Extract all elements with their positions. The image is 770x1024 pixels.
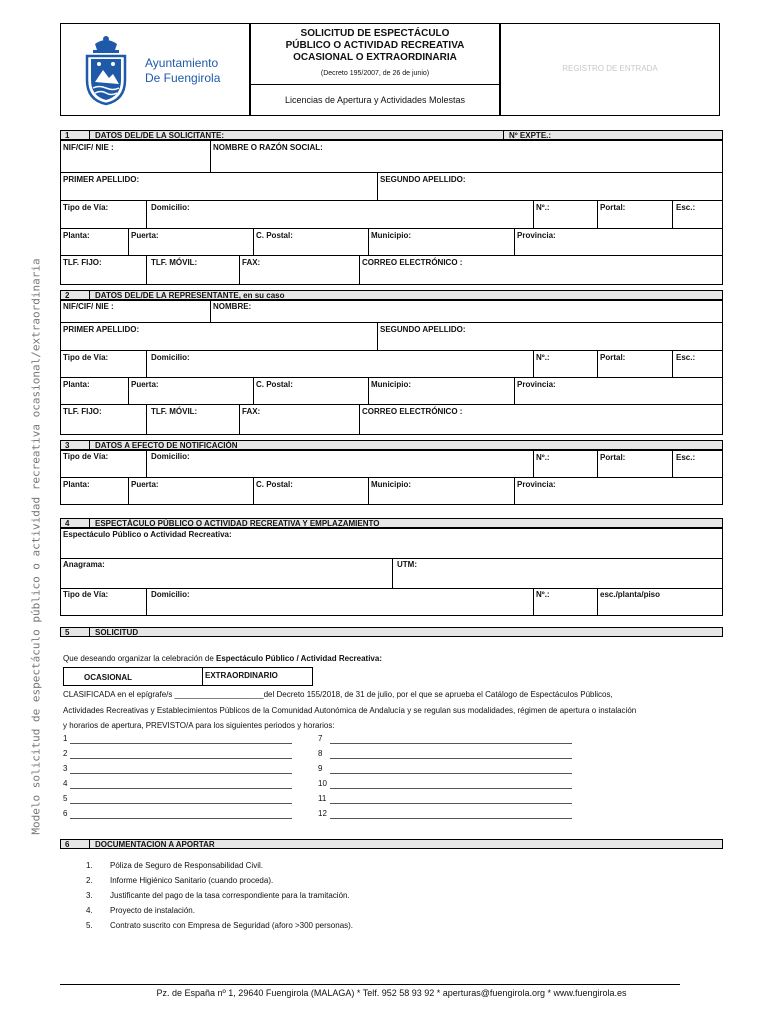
s5-actividades-text: Actividades Recreativas y Establecimientos Públicos de la Comunidad Autonómica de Andalucía y se regulan sus modalidades, régimen de apertura o instalación [63,706,637,715]
documentation-item-text: Proyecto de instalación. [110,906,195,915]
section-5-number: 5 [65,628,70,637]
section-5-title: SOLICITUD [95,628,139,637]
s4-esc-field[interactable]: esc./planta/piso [600,590,661,599]
documentation-item-text: Póliza de Seguro de Responsabilidad Civil. [110,861,263,870]
period-number: 6 [63,809,68,818]
documentation-item-number: 2. [86,876,93,885]
logo-line2: De Fuengirola [145,71,221,85]
s4-domicilio-field[interactable]: Domicilio: [151,590,190,599]
section-1-divider [89,130,90,140]
period-input[interactable] [330,818,572,819]
s1-nif-field[interactable]: NIF/CIF/ NIE : [63,143,114,152]
s3-esc-field[interactable]: Esc.: [676,453,696,462]
s2-email-field[interactable]: CORREO ELECTRÓNICO : [362,407,463,416]
s4-numero-field[interactable]: Nº.: [536,590,550,599]
s1-movil-field[interactable]: TLF. MÓVIL: [151,258,198,267]
ocasional-checkbox[interactable] [63,667,203,686]
s2-esc-field[interactable]: Esc.: [676,353,696,362]
documentation-item-text: Informe Higiénico Sanitario (cuando proceda). [110,876,274,885]
section-2-divider [89,290,90,300]
period-input[interactable] [70,758,292,759]
s1-planta-field[interactable]: Planta: [63,231,90,240]
documentation-item-number: 3. [86,891,93,900]
s2-tlf-field[interactable]: TLF. FIJO: [63,407,102,416]
s1-puerta-field[interactable]: Puerta: [131,231,159,240]
section-2-header [60,290,723,300]
period-input[interactable] [70,803,292,804]
s2-movil-field[interactable]: TLF. MÓVIL: [151,407,198,416]
s2-domicilio-field[interactable]: Domicilio: [151,353,190,362]
documentation-item [86,921,353,931]
section-1-header [60,130,723,140]
coat-of-arms-icon [79,34,133,106]
s4-utm-field[interactable]: UTM: [397,560,417,569]
s3-via-field[interactable]: Tipo de Vía: [63,452,109,461]
registro-box[interactable] [500,23,720,116]
s4-espectaculo-field[interactable]: Espectáculo Público o Actividad Recreativa: [63,530,232,539]
decree-reference: (Decreto 195/2007, de 26 de junio) [320,70,430,77]
footer-contact: Pz. de España nº 1, 29640 Fuengirola (MALAGA) * Telf. 952 58 93 92 * aperturas@fuengirola.org * www.fuengirola.es [156,988,627,998]
ocasional-label: OCASIONAL [84,673,132,682]
expte-divider [503,130,504,140]
period-number: 5 [63,794,68,803]
section-6-divider [89,839,90,849]
period-input[interactable] [330,773,572,774]
period-number: 3 [63,764,68,773]
period-number: 12 [318,809,327,818]
documentation-item [86,876,273,886]
s2-puerta-field[interactable]: Puerta: [131,380,159,389]
header-title-box [250,23,500,116]
s2-fax-field[interactable]: FAX: [242,407,261,416]
s1-municipio-field[interactable]: Municipio: [371,231,411,240]
expte-label[interactable]: Nº EXPTE.: [509,131,552,140]
extraordinario-checkbox[interactable] [203,667,313,686]
form-title-line3: OCASIONAL O EXTRAORDINARIA [293,52,457,63]
s2-nombre-field[interactable]: NOMBRE: [213,302,252,311]
s3-portal-field[interactable]: Portal: [600,453,626,462]
form-title-line1: SOLICITUD DE ESPECTÁCULO [300,28,450,39]
s2-cp-field[interactable]: C. Postal: [256,380,293,389]
s3-provincia-field[interactable]: Provincia: [517,480,556,489]
s3-cp-field[interactable]: C. Postal: [256,480,293,489]
section-6-title: DOCUMENTACION A APORTAR [95,840,215,849]
s1-apellido1-field[interactable]: PRIMER APELLIDO: [63,175,140,184]
s2-apellido2-field[interactable]: SEGUNDO APELLIDO: [380,325,466,334]
s2-municipio-field[interactable]: Municipio: [371,380,411,389]
section-5-header [60,627,723,637]
section-4-header [60,518,723,528]
s3-numero-field[interactable]: Nº.: [536,453,550,462]
period-number: 8 [318,749,323,758]
s1-numero-field[interactable]: Nº.: [536,203,550,212]
section-4-divider [89,518,90,528]
s1-tlf-field[interactable]: TLF. FIJO: [63,258,102,267]
section-3-number: 3 [65,441,70,450]
documentation-item-number: 4. [86,906,93,915]
form-title-line2: PÚBLICO O ACTIVIDAD RECREATIVA [285,40,465,51]
documentation-item-number: 5. [86,921,93,930]
s1-via-field[interactable]: Tipo de Vía: [63,203,109,212]
period-input[interactable] [70,773,292,774]
section-2-number: 2 [65,291,70,300]
period-input[interactable] [330,803,572,804]
period-number: 7 [318,734,323,743]
documentation-item-text: Justificante del pago de la tasa correspondiente para la tramitación. [110,891,350,900]
section-5-divider [89,627,90,637]
period-number: 9 [318,764,323,773]
s2-provincia-field[interactable]: Provincia: [517,380,556,389]
section-1-number: 1 [65,131,70,140]
s5-intro-text: Que deseando organizar la celebración de [63,654,216,663]
s1-nombre-field[interactable]: NOMBRE O RAZÓN SOCIAL: [213,143,323,152]
s1-esc-field[interactable]: Esc.: [676,203,696,212]
s1-fax-field[interactable]: FAX: [242,258,261,267]
s3-puerta-field[interactable]: Puerta: [131,480,159,489]
form-subtitle: Licencias de Apertura y Actividades Molestas [284,95,466,105]
period-input[interactable] [330,743,572,744]
period-number: 10 [318,779,327,788]
side-model-text: Modelo solicitud de espectáculo público o actividad recreativa ocasional/extraordinaria [29,258,43,835]
s1-portal-field[interactable]: Portal: [600,203,626,212]
s5-horarios-text: y horarios de apertura, PREVISTO/A para los siguientes periodos y horarios: [63,721,335,730]
header-logo-box [60,23,250,116]
period-number: 1 [63,734,68,743]
title-divider [251,84,499,85]
section-3-header [60,440,723,450]
section-6-number: 6 [65,840,70,849]
s2-via-field[interactable]: Tipo de Vía: [63,353,109,362]
s1-provincia-field[interactable]: Provincia: [517,231,556,240]
s1-apellido2-field[interactable]: SEGUNDO APELLIDO: [380,175,466,184]
documentation-item-text: Contrato suscrito con Empresa de Seguridad (aforo >300 personas). [110,921,354,930]
extraordinario-label: EXTRAORDINARIO [205,671,278,680]
section-1-title: DATOS DEL/DE LA SOLICITANTE: [95,131,225,140]
s5-intro-bold: Espectáculo Público / Actividad Recreativa: [216,654,382,663]
s4-anagrama-field[interactable]: Anagrama: [63,560,105,569]
section-3-divider [89,440,90,450]
period-input[interactable] [330,758,572,759]
s1-domicilio-field[interactable]: Domicilio: [151,203,190,212]
section-4-title: ESPECTÁCULO PÚBLICO O ACTIVIDAD RECREATIVA Y EMPLAZAMIENTO [95,519,380,528]
period-number: 4 [63,779,68,788]
documentation-item [86,906,195,916]
s2-portal-field[interactable]: Portal: [600,353,626,362]
s3-municipio-field[interactable]: Municipio: [371,480,411,489]
logo-line1: Ayuntamiento [145,56,219,70]
documentation-item-number: 1. [86,861,93,870]
period-input[interactable] [70,818,292,819]
section-4-number: 4 [65,519,70,528]
s2-nif-field[interactable]: NIF/CIF/ NIE : [63,302,114,311]
s1-email-field[interactable]: CORREO ELECTRÓNICO : [362,258,463,267]
section-3-title: DATOS A EFECTO DE NOTIFICACIÓN [95,441,238,450]
s2-numero-field[interactable]: Nº.: [536,353,550,362]
period-input[interactable] [330,788,572,789]
registro-label: REGISTRO DE ENTRADA [562,64,658,73]
section-2-title: DATOS DEL/DE LA REPRESENTANTE, en su caso [95,291,285,300]
s1-cp-field[interactable]: C. Postal: [256,231,293,240]
s4-via-field[interactable]: Tipo de Vía: [63,590,109,599]
period-number: 2 [63,749,68,758]
s2-planta-field[interactable]: Planta: [63,380,90,389]
period-input[interactable] [70,743,292,744]
s2-apellido1-field[interactable]: PRIMER APELLIDO: [63,325,140,334]
s3-planta-field[interactable]: Planta: [63,480,90,489]
documentation-item [86,891,350,901]
s3-domicilio-field[interactable]: Domicilio: [151,452,190,461]
documentation-item [86,861,263,871]
period-number: 11 [318,794,327,803]
period-input[interactable] [70,788,292,789]
s5-intro [63,654,382,664]
footer-rule [60,984,680,985]
s5-clasificada-text: CLASIFICADA en el epígrafe/s ____________________del Decreto 155/2018, de 31 de julio, por el que se aprueba el Catálogo de Espectáculos Públicos, [63,690,613,699]
section-6-header [60,839,723,849]
